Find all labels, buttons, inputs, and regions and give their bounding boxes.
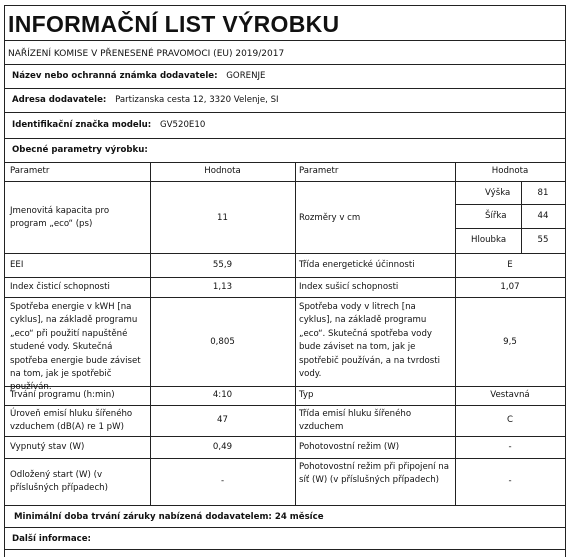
header-param-right: Parametr xyxy=(299,166,339,176)
dimensions-label: Rozměry v cm xyxy=(299,213,361,223)
program-duration-value: 4:10 xyxy=(212,390,233,400)
supplier-address-row xyxy=(12,93,279,107)
rule xyxy=(4,162,566,163)
off-mode-value: 0,49 xyxy=(212,442,233,452)
rule xyxy=(4,505,566,506)
rule xyxy=(4,277,566,278)
noise-label: Úroveň emisí hluku šířeného vzduchem (dB(A) re 1 pW) xyxy=(10,409,133,433)
supplier-name-row xyxy=(12,69,265,83)
delay-start-value: - xyxy=(220,476,225,486)
cleaning-index-label: Index čisticí schopnosti xyxy=(10,282,110,292)
supplier-name-value: GORENJE xyxy=(226,71,266,81)
rule xyxy=(4,64,566,65)
networked-standby-value: - xyxy=(508,476,512,486)
noise-class-label: Třída emisí hluku šířeného vzduchem xyxy=(299,409,412,433)
energy-consumption-label: Spotřeba energie v kWH [na cyklus], na základě programu „eco“ při použití napuštěné studené vody. Skutečná spotřeba energie bude záviset na tom, jak je spotřebič používán. xyxy=(10,302,141,393)
warranty-statement: Minimální doba trvání záruky nabízená dodavatelem: 24 měsíce xyxy=(14,512,324,522)
water-consumption-label: Spotřeba vody v litrech [na cyklus], na základě programu „eco“. Skutečná spotřeba vody bude záviset na tom, jak je spotřebič používán, a na tvrdosti vody. xyxy=(299,302,441,380)
rule xyxy=(4,458,566,459)
model-id-value: GV520E10 xyxy=(159,120,206,130)
height-label: Výška xyxy=(485,188,511,198)
noise-value: 47 xyxy=(217,415,228,425)
rule xyxy=(4,88,566,89)
standby-mode-value: - xyxy=(508,442,512,452)
frame-top-border xyxy=(4,5,566,6)
model-id-row xyxy=(12,118,205,132)
rule xyxy=(4,181,566,182)
width-value: 44 xyxy=(537,211,549,221)
rule xyxy=(4,549,566,550)
rule xyxy=(4,297,566,298)
water-consumption-value: 9,5 xyxy=(503,337,517,347)
eei-label: EEI xyxy=(10,260,24,270)
width-label: Šířka xyxy=(485,211,507,221)
noise-class-value: C xyxy=(506,415,513,425)
standby-mode-label: Pohotovostní režim (W) xyxy=(299,442,400,452)
header-value-right: Hodnota xyxy=(491,166,529,176)
rule xyxy=(4,253,566,254)
networked-standby-label: Pohotovostní režim při připojení na síť (W) (v příslušných případech) xyxy=(299,462,450,486)
height-value: 81 xyxy=(537,188,549,198)
column-divider xyxy=(295,162,296,505)
rule xyxy=(4,112,566,113)
rule xyxy=(4,527,566,528)
drying-index-value: 1,07 xyxy=(500,282,520,292)
type-label: Typ xyxy=(299,390,314,400)
off-mode-label: Vypnutý stav (W) xyxy=(10,442,85,452)
rule xyxy=(4,405,566,406)
rule xyxy=(4,436,566,437)
more-info-heading: Další informace: xyxy=(12,534,91,544)
energy-class-label: Třída energetické účinnosti xyxy=(299,260,415,270)
product-information-sheet xyxy=(4,5,566,557)
type-value: Vestavná xyxy=(490,390,530,400)
rule xyxy=(4,138,566,139)
rule xyxy=(455,228,565,229)
energy-class-value: E xyxy=(507,260,513,270)
rule xyxy=(4,40,566,41)
energy-consumption-value: 0,805 xyxy=(210,337,235,347)
supplier-address-value: Partizanska cesta 12, 3320 Velenje, SI xyxy=(115,95,279,105)
capacity-label: Jmenovitá kapacita pro program „eco“ (ps) xyxy=(10,206,110,230)
regulation-reference: NAŘÍZENÍ KOMISE V PŘENESENÉ PRAVOMOCI (EU) 2019/2017 xyxy=(8,49,285,59)
header-value-left: Hodnota xyxy=(204,166,241,176)
capacity-value: 11 xyxy=(217,213,228,223)
cleaning-index-value: 1,13 xyxy=(212,282,233,292)
program-duration-label: Trvání programu (h:min) xyxy=(10,390,115,400)
delay-start-label: Odložený start (W) (v příslušných případech) xyxy=(10,470,108,494)
model-id-label: Identifikační značka modelu: xyxy=(12,120,152,130)
rule xyxy=(455,204,565,205)
depth-label: Hloubka xyxy=(471,235,507,245)
eei-value: 55,9 xyxy=(212,260,233,270)
header-param-left: Parametr xyxy=(10,166,50,176)
general-params-heading: Obecné parametry výrobku: xyxy=(12,145,148,155)
column-divider xyxy=(455,162,456,163)
page-title: INFORMAČNÍ LIST VÝROBKU xyxy=(8,11,340,37)
depth-value: 55 xyxy=(537,235,549,245)
drying-index-label: Index sušicí schopnosti xyxy=(299,282,399,292)
supplier-name-label: Název nebo ochranná známka dodavatele: xyxy=(12,71,218,81)
supplier-address-label: Adresa dodavatele: xyxy=(12,95,107,105)
